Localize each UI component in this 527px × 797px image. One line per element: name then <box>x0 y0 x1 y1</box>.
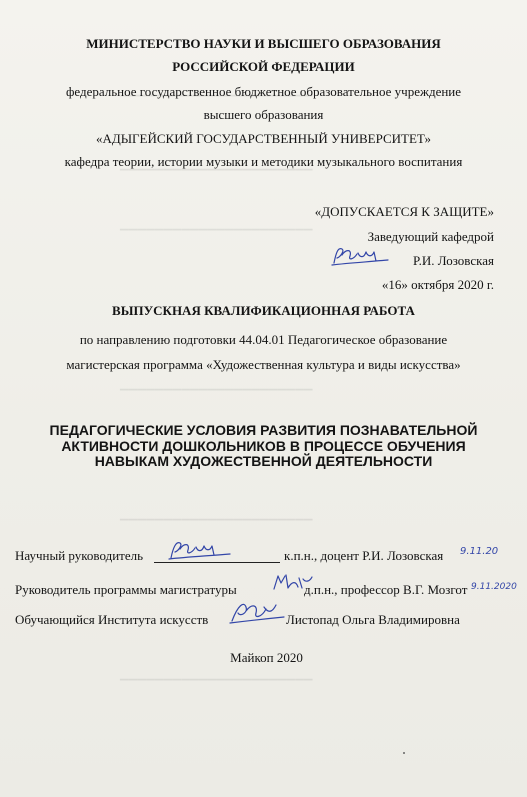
university-name: «АДЫГЕЙСКИЙ ГОСУДАРСТВЕННЫЙ УНИВЕРСИТЕТ» <box>95 131 432 146</box>
supervisor-signature <box>166 537 236 563</box>
admitted-to-defense: «ДОПУСКАЕТСЯ К ЗАЩИТЕ» <box>314 204 494 219</box>
student-label: Обучающийся Института искусств <box>15 612 209 627</box>
bleed-through-text: ▔▔▔▔▔▔▔▔▔▔▔▔▔▔▔▔▔▔▔▔▔▔ <box>120 520 313 532</box>
student-name: Листопад Ольга Владимировна <box>286 612 460 627</box>
head-position: Заведующий кафедрой <box>367 229 494 244</box>
head-name: Р.И. Лозовская <box>413 253 494 268</box>
paper-speck <box>403 752 405 754</box>
supervisor-date: 9.11.20 <box>460 546 499 557</box>
master-program: магистерская программа «Художественная культура и виды искусства» <box>66 357 461 372</box>
bleed-through-text: ▔▔▔▔▔▔▔▔▔▔▔▔▔▔▔▔▔▔▔▔▔▔ <box>120 230 313 242</box>
thesis-title-line-2: АКТИВНОСТИ ДОШКОЛЬНИКОВ В ПРОЦЕССЕ ОБУЧЕНИЯ <box>61 437 466 454</box>
institution-type-line-2: высшего образования <box>203 107 324 122</box>
work-type: ВЫПУСКНАЯ КВАЛИФИКАЦИОННАЯ РАБОТА <box>112 303 415 318</box>
head-signature <box>330 243 392 269</box>
bleed-through-text: ▔▔▔▔▔▔▔▔▔▔▔▔▔▔▔▔▔▔▔▔▔▔ <box>120 680 313 692</box>
ministry-line-1: МИНИСТЕРСТВО НАУКИ И ВЫСШЕГО ОБРАЗОВАНИЯ <box>86 36 441 51</box>
bleed-through-text: ▔▔▔▔▔▔▔▔▔▔▔▔▔▔▔▔▔▔▔▔▔▔ <box>120 170 313 182</box>
thesis-title-line-3: НАВЫКАМ ХУДОЖЕСТВЕННОЙ ДЕЯТЕЛЬНОСТИ <box>94 453 433 470</box>
thesis-title-line-1: ПЕДАГОГИЧЕСКИЕ УСЛОВИЯ РАЗВИТИЯ ПОЗНАВАТЕЛЬНОЙ <box>49 422 478 438</box>
training-direction: по направлению подготовки 44.04.01 Педагогическое образование <box>79 332 448 347</box>
approval-date: «16» октября 2020 г. <box>381 277 494 292</box>
thesis-title <box>30 423 497 470</box>
student-signature <box>228 597 286 627</box>
department-name: кафедра теории, истории музыки и методики музыкального воспитания <box>64 154 463 169</box>
city-year: Майкоп 2020 <box>230 650 303 665</box>
program-head-date: 9.11.2020 <box>471 582 517 592</box>
supervisor-name: к.п.н., доцент Р.И. Лозовская <box>284 548 444 563</box>
program-head-label: Руководитель программы магистратуры <box>15 582 237 597</box>
ministry-line-2: РОССИЙСКОЙ ФЕДЕРАЦИИ <box>172 59 355 74</box>
bleed-through-text: ▔▔▔▔▔▔▔▔▔▔▔▔▔▔▔▔▔▔▔▔▔▔ <box>120 390 313 402</box>
supervisor-label: Научный руководитель <box>15 548 144 563</box>
program-head-name: д.п.н., профессор В.Г. Мозгот <box>304 582 468 597</box>
bleed-through-text: ▔▔▔▔▔▔▔▔▔▔▔▔▔▔▔▔▔▔▔▔▔▔ <box>120 96 313 108</box>
institution-type-line-1: федеральное государственное бюджетное образовательное учреждение <box>65 84 462 99</box>
